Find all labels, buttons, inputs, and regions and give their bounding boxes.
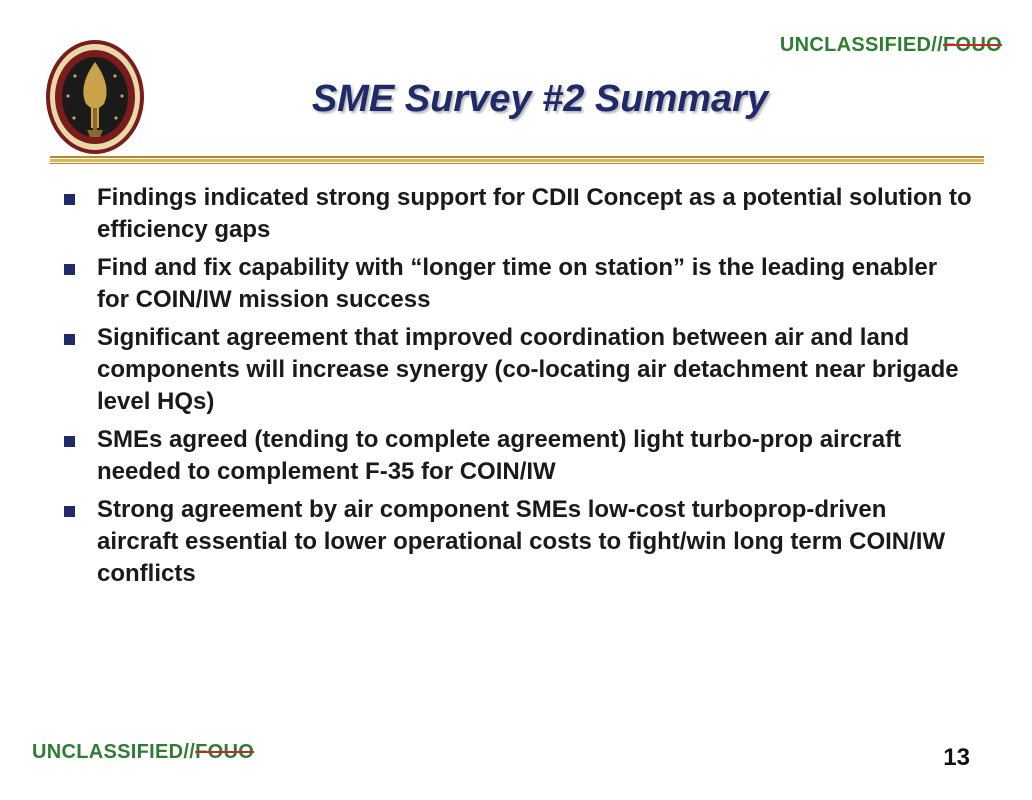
- square-bullet-icon: [64, 194, 75, 205]
- bullet-text: Find and fix capability with “longer time on station” is the leading enabler for COIN/IW mission success: [97, 254, 938, 313]
- classification-struck-fouo: FOUO: [195, 741, 255, 763]
- page-number: 13: [943, 744, 970, 771]
- bullet-item: [64, 182, 974, 246]
- title-divider: [50, 156, 984, 164]
- bullet-text: Findings indicated strong support for CDII Concept as a potential solution to efficiency gaps: [97, 184, 972, 243]
- bullet-text: SMEs agreed (tending to complete agreement) light turbo-prop aircraft needed to complement F-35 for COIN/IW: [97, 426, 902, 485]
- bullet-list: [64, 182, 974, 596]
- bullet-item: [64, 322, 974, 418]
- classification-prefix: UNCLASSIFIED//: [779, 34, 944, 56]
- square-bullet-icon: [64, 334, 75, 345]
- classification-marking-top: [780, 34, 1002, 57]
- classification-struck-fouo: FOUO: [943, 34, 1002, 56]
- square-bullet-icon: [64, 506, 75, 517]
- bullet-item: [64, 252, 974, 316]
- bullet-text: Significant agreement that improved coordination between air and land components will increase synergy (co-locating air detachment near brigade level HQs): [97, 324, 959, 415]
- classification-prefix: UNCLASSIFIED//: [32, 741, 196, 763]
- socom-seal-logo: [44, 38, 146, 156]
- bullet-item: [64, 424, 974, 488]
- square-bullet-icon: [64, 264, 75, 275]
- classification-marking-bottom: [32, 741, 254, 764]
- bullet-text: Strong agreement by air component SMEs low-cost turboprop-driven aircraft essential to lower operational costs to fight/win long term COIN/IW conflicts: [97, 496, 946, 587]
- square-bullet-icon: [64, 436, 75, 447]
- slide-title: SME Survey #2 Summary: [311, 78, 769, 120]
- bullet-item: [64, 494, 974, 590]
